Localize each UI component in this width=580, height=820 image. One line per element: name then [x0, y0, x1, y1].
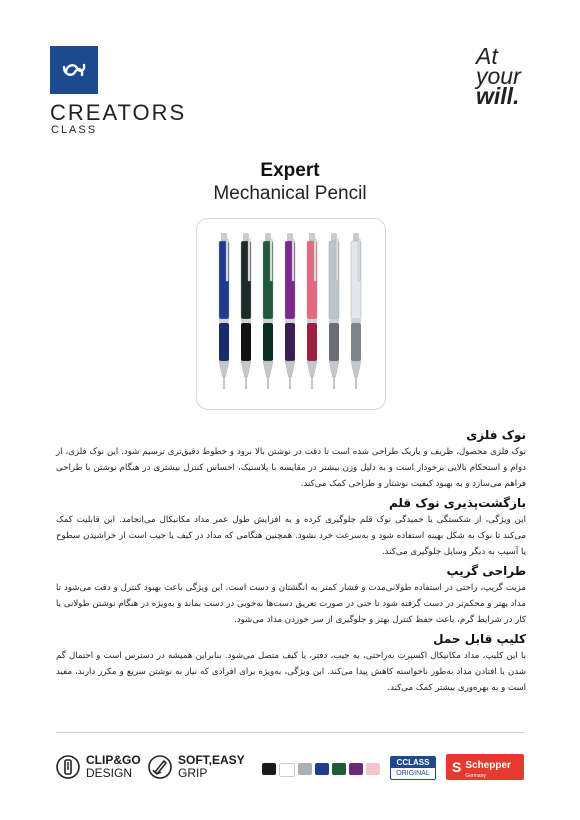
cclass-original-badge	[390, 756, 436, 780]
section-text: با این کلیپ، مداد مکانیکال اکسپرت به‌راحتی، به جیب، دفتر، یا کیف متصل می‌شود. بنابراین همیشه در دسترس است و احتمال گم شدن یا افتادن مداد به‌طور ناخواسته کاهش پیدا می‌کند. این ویژگی، به‌ویژه برای افرادی که نیاز به نوشتن سریع و مکرر دارند، مفید است و به بهره‌وری بیشتر کمک می‌کند.	[56, 651, 526, 693]
clip-icon	[56, 755, 80, 779]
product-title: Expert	[260, 160, 320, 181]
color-swatch	[349, 763, 363, 775]
slogan-line-3: will.	[476, 83, 520, 109]
brand-logo-mark-icon	[57, 53, 91, 87]
schepper-logo	[446, 754, 524, 780]
section-metal-tip	[56, 428, 526, 492]
slogan-line-1: At	[476, 43, 498, 69]
feature-soft-grip	[148, 754, 245, 780]
pencil	[219, 233, 229, 389]
brand-logo	[50, 46, 98, 94]
slogan	[476, 43, 546, 109]
pencil-lineup-image	[197, 219, 385, 409]
footer-divider	[56, 732, 524, 733]
section-heading: نوک فلزی	[466, 428, 526, 442]
brand-name: CREATORS	[50, 100, 187, 125]
color-swatch	[262, 763, 276, 775]
feature-label: CLIP&GO	[86, 753, 141, 767]
pencil-grip-icon	[148, 755, 172, 779]
section-heading: کلیپ قابل حمل	[433, 632, 526, 646]
pencil	[263, 233, 273, 389]
section-text: این ویژگی، از شکستگی یا خمیدگی نوک قلم جلوگیری کرده و به افزایش طول عمر مداد مکانیکال می‌انجامد. این قابلیت کمک می‌کند تا نوک به شکل بهینه استفاده شود و به‌سرعت خرد نشود. همچنین هنگامی که مداد در کیف یا جیب است از خراشیدن سطوح یا آسیب به دیگر وسایل جلوگیری می‌کند.	[56, 515, 526, 557]
section-heading: بازگشت‌پذیری نوک قلم	[388, 496, 526, 510]
color-swatch	[332, 763, 346, 775]
section-heading: طراحی گریپ	[446, 564, 526, 578]
schepper-country: Germany	[465, 773, 486, 779]
cclass-badge-title: CCLASS	[391, 757, 435, 768]
schepper-mark: S	[452, 759, 462, 775]
color-swatch	[315, 763, 329, 775]
color-swatch	[298, 763, 312, 775]
slogan-line-2: your	[476, 63, 521, 89]
schepper-name: Schepper	[465, 760, 511, 771]
feature-label: SOFT,EASY	[178, 753, 245, 767]
color-swatches	[262, 763, 380, 777]
section-retractable-tip	[56, 496, 526, 560]
section-grip-design	[56, 564, 526, 628]
brand-subname: CLASS	[51, 124, 98, 136]
description	[56, 428, 526, 700]
color-swatch	[366, 763, 380, 775]
section-text: نوک فلزی محصول، ظریف و باریک طراحی شده است تا دقت در نوشتن بالا برود و خطوط دقیق‌تری ترسیم شود. این نوک فلزی، از دوام و استحکام بالایی برخودار است و به دلیل وزن بیشتر در مقایسه با پلاستیک، احساس کنترل بیشتری در هنگام نوشتن با طراحی فراهم می‌سازد و به بهبود کیفیت نوشتار و طراحی کمک می‌کند.	[56, 447, 526, 489]
feature-sublabel: DESIGN	[86, 766, 133, 780]
pencil	[241, 233, 251, 389]
footer	[56, 750, 526, 786]
cclass-badge-subtitle: ORIGINAL	[396, 770, 430, 777]
product-photo	[196, 218, 386, 410]
section-text: مزیت گریپ، راحتی در استفاده طولانی‌مدت و فشار کمتر به انگشتان و دست است. این ویژگی باعث بهبود کنترل و دقت می‌شود تا مداد بهتر و محکم‌تر در دست گرفته شود تا حتی در صورت تعریق دست‌ها به‌خوبی در دست بماند و به‌ویژه در هنگام نوشتن طولانی یا کار در شرایط گرم، باعث حفظ کنترل بهتر و جلوگیری از سر خوردن مداد می‌شود.	[56, 583, 526, 625]
feature-clip-go	[56, 754, 141, 780]
feature-sublabel: GRIP	[178, 766, 208, 780]
pencil	[285, 233, 295, 389]
pencil	[329, 233, 339, 389]
pencil	[351, 233, 361, 389]
section-portable-clip	[56, 632, 526, 696]
product-subtitle: Mechanical Pencil	[213, 183, 367, 204]
color-swatch	[279, 763, 295, 777]
pencil	[307, 233, 317, 389]
